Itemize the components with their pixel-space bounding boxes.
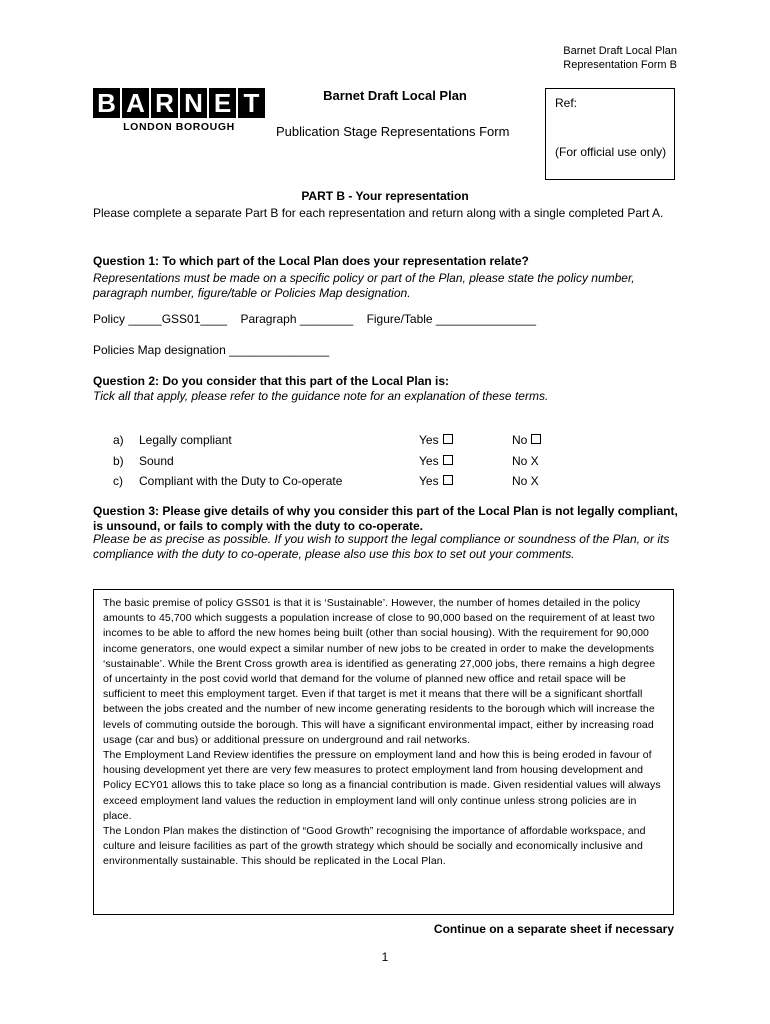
policy-reference-fields	[93, 312, 536, 326]
logo-letters	[93, 88, 265, 118]
question-1-heading: Question 1: To which part of the Local Plan does your representation relate?	[93, 254, 529, 268]
option-row-sound	[113, 451, 541, 472]
option-letter: c)	[113, 474, 123, 489]
policy-field[interactable]: Policy _____GSS01____	[93, 312, 228, 326]
option-letter: a)	[113, 433, 124, 448]
part-b-heading: PART B - Your representation	[301, 189, 469, 203]
option-letter: b)	[113, 453, 124, 468]
question-2-options	[113, 430, 541, 492]
page-number: 1	[381, 950, 389, 964]
barnet-logo	[93, 88, 265, 133]
question-2-heading: Question 2: Do you consider that this part of the Local Plan is:	[93, 374, 450, 388]
question-2-note: Tick all that apply, please refer to the guidance note for an explanation of these terms.	[93, 389, 549, 403]
option-label: Legally compliant	[139, 433, 232, 448]
checkbox-icon	[443, 455, 453, 465]
ref-box	[545, 88, 675, 180]
form-header	[563, 44, 677, 72]
logo-letter: N	[180, 88, 207, 118]
question-3-heading: Question 3: Please give details of why you consider this part of the Local Plan is not legally compliant, is unsound, or fails to comply with the duty to co-operate.	[93, 504, 678, 533]
official-use-label: (For official use only)	[555, 145, 667, 159]
logo-letter: A	[122, 88, 149, 118]
continue-note: Continue on a separate sheet if necessary	[433, 922, 674, 936]
option-label: Sound	[139, 453, 174, 468]
yes-checkbox[interactable]: Yes	[419, 471, 512, 492]
policies-map-field[interactable]: Policies Map designation _______________	[93, 343, 330, 357]
yes-checkbox[interactable]: Yes	[419, 430, 512, 451]
logo-letter: T	[238, 88, 265, 118]
option-label: Compliant with the Duty to Co-operate	[139, 474, 343, 489]
no-checkbox[interactable]: No X	[512, 474, 539, 489]
ref-label: Ref:	[555, 96, 578, 110]
checkbox-icon	[443, 434, 453, 444]
header-line-1: Barnet Draft Local Plan	[563, 45, 677, 57]
answer-paragraph: The Employment Land Review identifies the pressure on employment land and how this is being eroded in favour of housing development yet there are very few measures to protect employment land from housing development and Policy ECY01 allows this to take place so long as a financial contribution is made. Given residential values will always exceed employment land values the reduction in employment land will only continue unless strong policies are in place.	[103, 749, 661, 822]
header-line-2: Representation Form B	[563, 59, 677, 71]
yes-checkbox[interactable]: Yes	[419, 451, 512, 472]
option-row-duty-to-cooperate	[113, 471, 541, 492]
title-main: Barnet Draft Local Plan	[323, 88, 467, 103]
logo-subtitle: LONDON BOROUGH	[123, 121, 235, 133]
checkbox-icon	[531, 434, 541, 444]
answer-textbox[interactable]	[93, 589, 674, 915]
logo-letter: B	[93, 88, 120, 118]
question-1-note: Representations must be made on a specific policy or part of the Plan, please state the policy number, paragraph number, figure/table or Policies Map designation.	[93, 271, 635, 300]
answer-paragraph: The London Plan makes the distinction of “Good Growth” recognising the importance of affordable workspace, and culture and leisure facilities as part of the growth strategy which should be socially and economically inclusive and environmentally sustainable. This should be replicated in the Local Plan.	[103, 825, 646, 868]
title-sub: Publication Stage Representations Form	[276, 124, 510, 139]
option-row-legally-compliant	[113, 430, 541, 451]
checkbox-icon	[443, 475, 453, 485]
part-b-instructions: Please complete a separate Part B for each representation and return along with a single completed Part A.	[93, 206, 664, 220]
paragraph-field[interactable]: Paragraph ________	[240, 312, 354, 326]
answer-paragraph: The basic premise of policy GSS01 is that it is ‘Sustainable’. However, the number of homes detailed in the policy amounts to 45,700 which suggests a population increase of close to 90,000 based on the requirement of at least two incomes to be able to afford the new homes being built (other than social housing). With the requirement for 90,000 income generators, one would expect a similar number of new jobs to be created in order to make the developments ‘sustainable’. While the Brent Cross growth area is identified as generating 27,000 jobs, there remains a high degree of uncertainty in the post covid world that demand for the volume of planned new office and retail space will be sufficient to meet this employment target. Even if that target is met it means that there will be a significant shortfall between the jobs created and the number of new income generating residents to the borough which will increase the levels of commuting outside the borough. This will have a significant environmental impact, either by increasing road usage (car and bus) or additional pressure on underground and rail networks.	[103, 597, 656, 746]
no-checkbox[interactable]: No X	[512, 453, 539, 468]
question-3-note: Please be as precise as possible. If you wish to support the legal compliance or soundness of the Plan, or its compliance with the duty to co-operate, please also use this box to set out your comments.	[93, 532, 670, 561]
figure-table-field[interactable]: Figure/Table _______________	[366, 312, 537, 326]
logo-letter: E	[209, 88, 236, 118]
no-checkbox[interactable]: No	[512, 430, 541, 451]
logo-letter: R	[151, 88, 178, 118]
